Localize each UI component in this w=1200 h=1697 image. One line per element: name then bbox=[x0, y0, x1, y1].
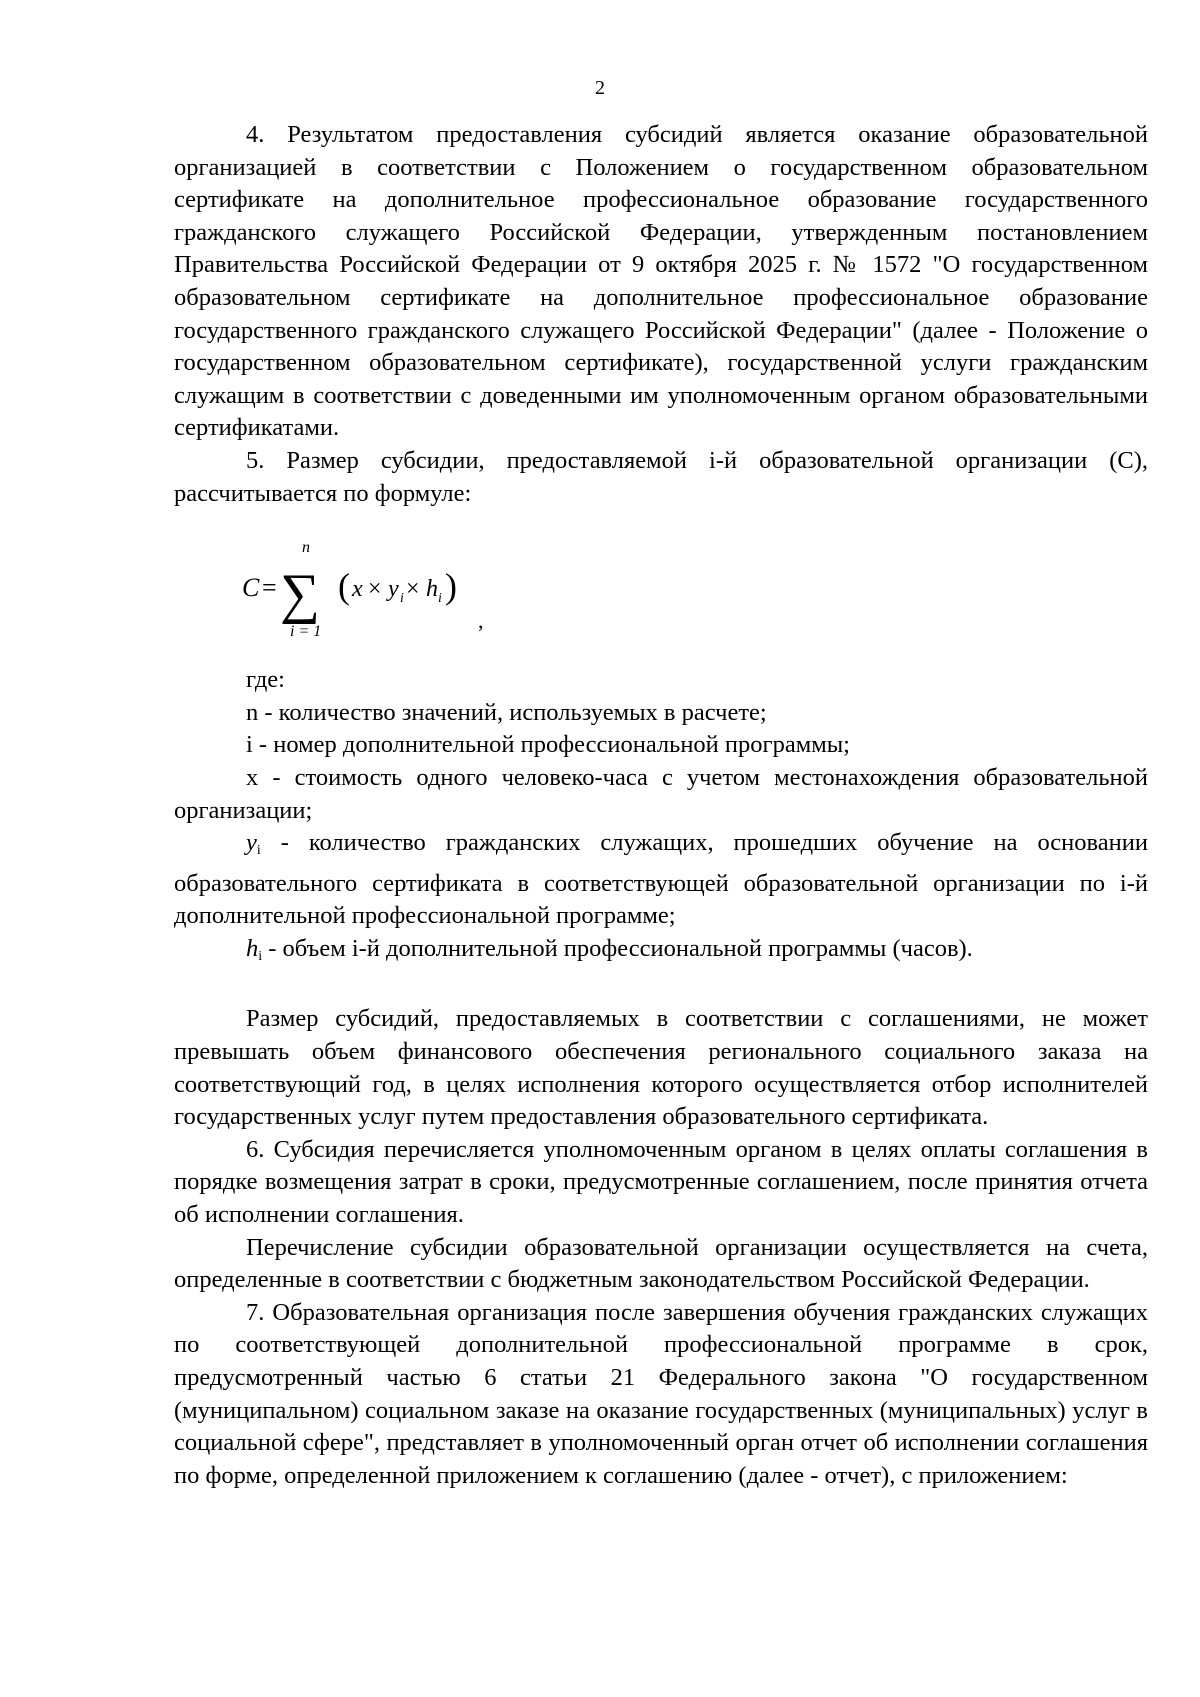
paragraph-7: 7. Образовательная организация после завершения обучения гражданских служащих по соответствующей дополнительной профессиональной программе в срок, предусмотренный частью 6 статьи 21 Федерального закона "О государственном (муниципальном) социальном заказе на оказание государственных (муниципальных) услуг в социальной сфере", представляет в уполномоченный орган отчет об исполнении соглашения по форме, определенной приложением к соглашению (далее - отчет), с приложением: bbox=[174, 1298, 1148, 1489]
definition-y-text: - количество гражданских служащих, прошедших обучение на основании образовательного сертификата в соответствующей образовательной организации по i-й дополнительной профессиональной программе; bbox=[174, 829, 1148, 930]
definition-h-text: - объем i-й дополнительной профессиональной программы (часов). bbox=[262, 934, 973, 962]
formula-h-sub: i bbox=[438, 591, 442, 607]
formula-graphic bbox=[242, 522, 482, 658]
paragraph-5: 5. Размер субсидии, предоставляемой i-й образовательной организации (C), рассчитывается по формуле: bbox=[174, 446, 1148, 507]
formula-trailing-comma: , bbox=[478, 608, 484, 634]
definition-y-symbol: y bbox=[246, 829, 257, 857]
formula-h: h bbox=[426, 576, 438, 603]
formula-times-1: × bbox=[368, 576, 382, 603]
definition-i: i - номер дополнительной профессиональной программы; bbox=[246, 731, 850, 759]
formula-upper-limit: n bbox=[302, 539, 310, 557]
definition-h-sub: i bbox=[258, 948, 263, 964]
document-body bbox=[174, 119, 1148, 1492]
definition-y bbox=[174, 827, 1148, 933]
formula bbox=[174, 522, 1148, 658]
definition-h bbox=[174, 933, 1148, 974]
formula-sigma: ∑ bbox=[280, 563, 320, 626]
formula-times-2: × bbox=[406, 576, 420, 603]
formula-open-paren: ( bbox=[338, 566, 350, 607]
paragraph-gap bbox=[174, 973, 1148, 1003]
formula-lhs: C bbox=[242, 573, 260, 603]
formula-equals: = bbox=[262, 573, 277, 603]
paragraph-subsidy-size: Размер субсидий, предоставляемых в соответствии с соглашениями, не может превышать объем финансового обеспечения регионального социального заказа на соответствующий год, в целях исполнения которого осуществляется отбор исполнителей государственных услуг путем предоставления образовательного сертификата. bbox=[174, 1005, 1148, 1131]
paragraph-4: 4. Результатом предоставления субсидий является оказание образовательной организацией в соответствии с Положением о государственном образовательном сертификате на дополнительное профессиональное образование государственного гражданского служащего Российской Федерации, утвержденным постановлением Правительства Российской Федерации от 9 октября 2025 г. № 1572 "О государственном образовательном сертификате на дополнительное профессиональное образование государственного гражданского служащего Российской Федерации" (далее - Положение о государственном образовательном сертификате), государственной услуги гражданским служащим в соответствии с доведенными им уполномоченным органом образовательными сертификатами. bbox=[174, 121, 1148, 442]
definition-x: x - стоимость одного человеко-часа с учетом местонахождения образовательной организации; bbox=[174, 763, 1148, 824]
paragraph-6-transfer: Перечисление субсидии образовательной организации осуществляется на счета, определенные в соответствии с бюджетным законодательством Российской Федерации. bbox=[174, 1233, 1148, 1294]
formula-close-paren: ) bbox=[445, 566, 457, 607]
page-number: 2 bbox=[595, 77, 605, 99]
definition-n: n - количество значений, используемых в расчете; bbox=[246, 698, 767, 726]
definition-y-sub: i bbox=[256, 843, 261, 859]
formula-lower-limit: i = 1 bbox=[290, 623, 322, 641]
formula-x: x bbox=[352, 576, 363, 603]
formula-y-sub: i bbox=[400, 591, 404, 607]
paragraph-6: 6. Субсидия перечисляется уполномоченным органом в целях оплаты соглашения в порядке возмещения затрат в сроки, предусмотренные соглашением, после принятия отчета об исполнении соглашения. bbox=[174, 1135, 1148, 1229]
formula-y: y bbox=[388, 576, 399, 603]
definition-h-symbol: h bbox=[246, 934, 259, 962]
where-label: где: bbox=[246, 666, 285, 694]
